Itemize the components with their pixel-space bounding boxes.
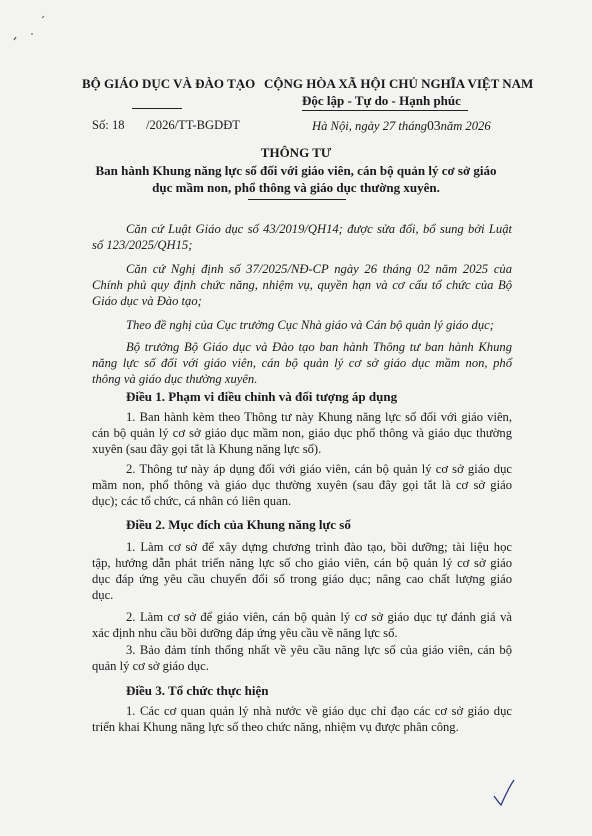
clause-line: 1. Các cơ quan quản lý nhà nước về giáo dục chỉ đạo các cơ sở giáo dục <box>126 704 512 718</box>
preamble-line: Giáo dục và Đào tạo; <box>92 294 202 308</box>
pen-mark-top-left <box>4 4 64 44</box>
clause-line: dục đáp ứng yêu cầu chuyển đổi số trong giáo dục; nâng cao chất lượng giáo <box>92 572 512 586</box>
ministry-underline <box>132 108 182 109</box>
clause-line: xác định nhu cầu bồi dưỡng đáp ứng yêu cầu về năng lực số. <box>92 626 398 640</box>
clause-line: 3. Bảo đảm tính thống nhất về yêu cầu năng lực số của giáo viên, cán bộ <box>126 643 512 657</box>
preamble-line: Chính phủ quy định chức năng, nhiệm vụ, quyền hạn và cơ cấu tổ chức của Bộ <box>92 278 512 292</box>
clause-line: quản lý cơ sở giáo dục. <box>92 659 209 673</box>
title-underline <box>248 199 346 200</box>
national-motto: Độc lập - Tự do - Hạnh phúc <box>302 93 461 108</box>
clause-line: 1. Ban hành kèm theo Thông tư này Khung năng lực số đối với giáo viên, <box>126 410 512 424</box>
clause-line: mầm non, phổ thông và giáo dục thường xuyên (sau đây gọi tắt là cơ sở giáo <box>92 478 512 492</box>
republic-name: CỘNG HÒA XÃ HỘI CHỦ NGHĨA VIỆT NAM <box>264 76 534 91</box>
preamble-line: Theo đề nghị của Cục trưởng Cục Nhà giáo và Cán bộ quản lý giáo dục; <box>126 318 494 332</box>
motto-underline <box>302 110 468 111</box>
issue-place-date: Hà Nội, ngày 27 tháng03năm 2026 <box>312 118 491 133</box>
clause-line: triển khai Khung năng lực số theo chức năng, nhiệm vụ được phân công. <box>92 720 459 734</box>
clause-line: dục); các tổ chức, cá nhân có liên quan. <box>92 494 292 508</box>
preamble-line: Bộ trưởng Bộ Giáo dục và Đào tạo ban hành Thông tư ban hành Khung <box>126 340 512 354</box>
document-number-label: Số: 18 <box>92 118 125 132</box>
preamble-line: Căn cứ Luật Giáo dục số 43/2019/QH14; được sửa đổi, bổ sung bởi Luật <box>126 222 512 236</box>
preamble-line: năng lực số đối với giáo viên, cán bộ quản lý cơ sở giáo dục mầm non, phổ <box>92 356 512 370</box>
preamble-line: Căn cứ Nghị định số 37/2025/NĐ-CP ngày 26 tháng 02 năm 2025 của <box>126 262 512 276</box>
clause-line: 2. Thông tư này áp dụng đối với giáo viên, cán bộ quản lý cơ sở giáo dục <box>126 462 512 476</box>
article-heading: Điều 1. Phạm vi điều chỉnh và đối tượng áp dụng <box>126 389 398 404</box>
clause-line: cán bộ quản lý cơ sở giáo dục mầm non, giáo dục phổ thông và giáo dục thường <box>92 426 512 440</box>
article-heading: Điều 3. Tổ chức thực hiện <box>126 683 269 698</box>
document-type: THÔNG TƯ <box>260 145 332 160</box>
preamble-line: thông và giáo dục thường xuyên. <box>92 372 258 386</box>
clause-line: tập, hướng dẫn phát triển năng lực số cho giáo viên, cán bộ quản lý cơ sở giáo <box>92 556 512 570</box>
check-mark <box>490 778 520 818</box>
clause-line: 1. Làm cơ sở để xây dựng chương trình đào tạo, bồi dưỡng; tài liệu học <box>126 540 512 554</box>
preamble-line: số 123/2025/QH15; <box>92 238 193 252</box>
clause-line: 2. Làm cơ sở để giáo viên, cán bộ quản lý cơ sở giáo dục tự đánh giá và <box>126 610 512 624</box>
document-title-line-1: Ban hành Khung năng lực số đối với giáo viên, cán bộ quản lý cơ sở giáo <box>95 163 497 178</box>
document-number-suffix: /2026/TT-BGDĐT <box>146 118 240 132</box>
clause-line: xuyên (sau đây gọi tắt là Khung năng lực số). <box>92 442 322 456</box>
document-title-line-2: dục mầm non, phổ thông và giáo dục thường xuyên. <box>152 180 440 195</box>
ministry-name: BỘ GIÁO DỤC VÀ ĐÀO TẠO <box>82 76 256 91</box>
clause-line: dục. <box>92 588 114 602</box>
article-heading: Điều 2. Mục đích của Khung năng lực số <box>126 517 351 532</box>
